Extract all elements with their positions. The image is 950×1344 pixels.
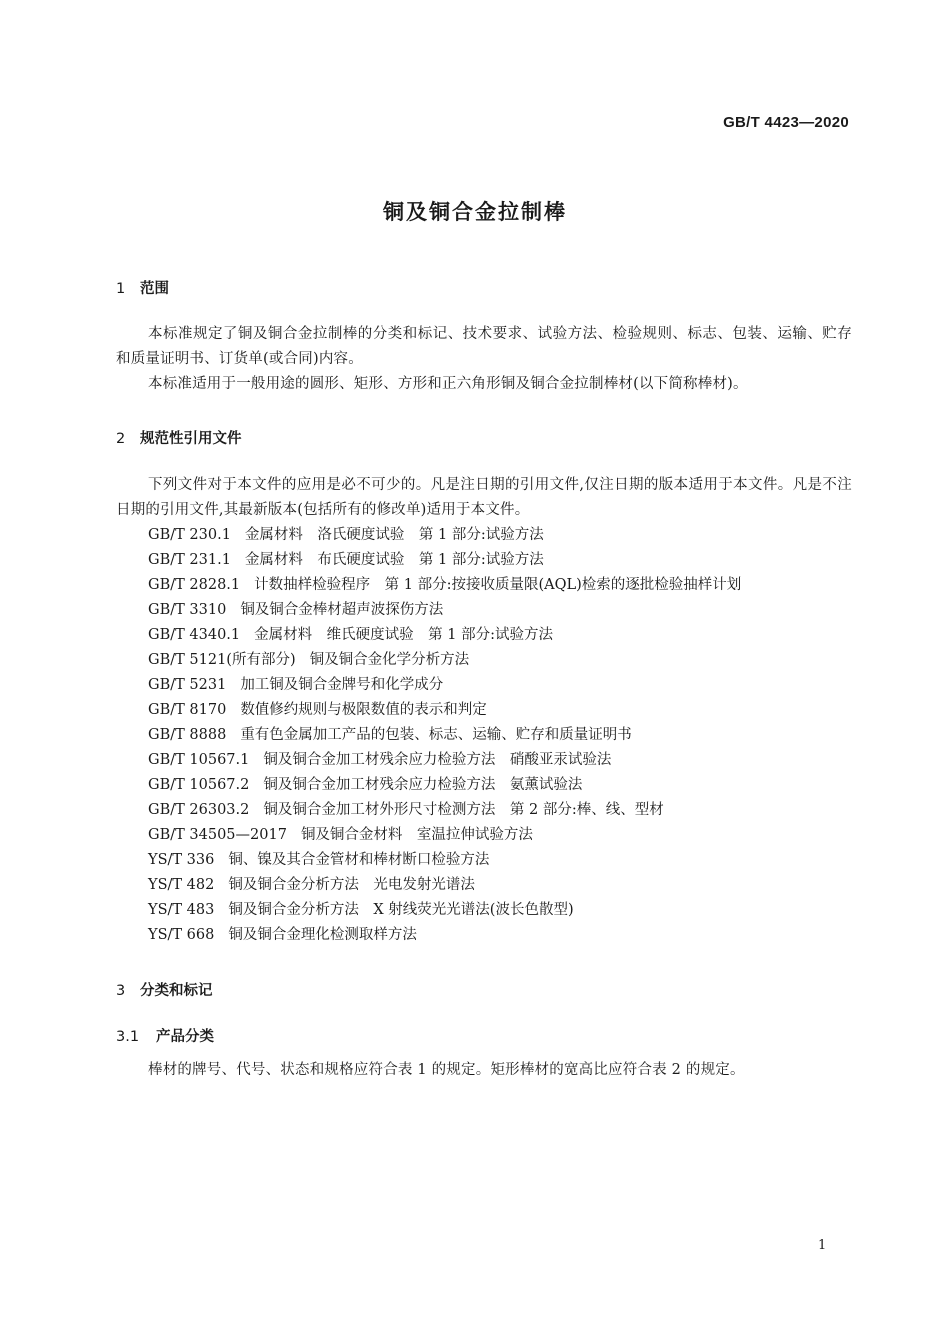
reference-item — [148, 798, 741, 823]
section-title: 规范性引用文件 — [140, 431, 242, 447]
section-2-intro: 下列文件对于本文件的应用是必不可少的。凡是注日期的引用文件,仅注日期的版本适用于本文件。凡是不注日期的引用文件,其最新版本(包括所有的修改单)适用于本文件。 — [116, 477, 852, 518]
section-1-paragraph-2: 本标准适用于一般用途的圆形、矩形、方形和正六角形铜及铜合金拉制棒材(以下简称棒材)。 — [148, 376, 748, 392]
reference-item — [148, 673, 741, 698]
reference-title: 金属材料 布氏硬度试验 第 1 部分:试验方法 — [244, 552, 544, 568]
subsection-title: 产品分类 — [156, 1029, 214, 1045]
reference-item — [148, 923, 741, 948]
reference-title: 铜及铜合金加工材外形尺寸检测方法 第 2 部分:棒、线、型材 — [263, 802, 664, 818]
section-number: 2 — [116, 431, 126, 447]
reference-title: 加工铜及铜合金牌号和化学成分 — [240, 677, 444, 693]
reference-title: 铜及铜合金化学分析方法 — [309, 652, 470, 668]
reference-code: GB/T 8170 — [148, 702, 227, 718]
section-1-heading — [116, 277, 169, 298]
reference-code: GB/T 3310 — [148, 602, 227, 618]
reference-code: GB/T 10567.2 — [148, 777, 250, 793]
reference-title: 数值修约规则与极限数值的表示和判定 — [240, 702, 487, 718]
subsection-number: 3.1 — [116, 1029, 140, 1045]
reference-code: GB/T 8888 — [148, 727, 227, 743]
reference-item — [148, 748, 741, 773]
page-number: 1 — [818, 1238, 827, 1253]
reference-title: 铜及铜合金加工材残余应力检验方法 硝酸亚汞试验法 — [263, 752, 612, 768]
reference-item — [148, 573, 741, 598]
reference-code: GB/T 10567.1 — [148, 752, 250, 768]
reference-code: YS/T 483 — [148, 902, 215, 918]
reference-code: GB/T 26303.2 — [148, 802, 250, 818]
reference-item — [148, 623, 741, 648]
reference-item — [148, 773, 741, 798]
reference-title: 金属材料 维氏硬度试验 第 1 部分:试验方法 — [254, 627, 553, 643]
reference-list — [148, 523, 741, 948]
reference-item — [148, 723, 741, 748]
reference-title: 重有色金属加工产品的包装、标志、运输、贮存和质量证明书 — [240, 727, 632, 743]
section-number: 3 — [116, 983, 126, 999]
section-title: 范围 — [140, 281, 169, 297]
section-number: 1 — [116, 281, 126, 297]
section-3-heading — [116, 979, 213, 1000]
reference-item — [148, 548, 741, 573]
reference-item — [148, 523, 741, 548]
reference-title: 铜及铜合金棒材超声波探伤方法 — [240, 602, 444, 618]
reference-title: 铜及铜合金材料 室温拉伸试验方法 — [300, 827, 533, 843]
reference-item — [148, 598, 741, 623]
section-title: 分类和标记 — [140, 983, 213, 999]
reference-item — [148, 648, 741, 673]
reference-item — [148, 898, 741, 923]
reference-code: GB/T 5231 — [148, 677, 227, 693]
reference-title: 铜及铜合金分析方法 X 射线荧光光谱法(波长色散型) — [228, 902, 574, 918]
reference-title: 计数抽样检验程序 第 1 部分:按接收质量限(AQL)检索的逐批检验抽样计划 — [254, 577, 742, 593]
reference-item — [148, 873, 741, 898]
reference-code: GB/T 34505—2017 — [148, 827, 287, 843]
standard-code: GB/T 4423—2020 — [723, 114, 849, 131]
section-3-1-heading — [116, 1025, 214, 1046]
reference-title: 铜及铜合金加工材残余应力检验方法 氨薰试验法 — [263, 777, 583, 793]
reference-code: YS/T 482 — [148, 877, 215, 893]
reference-title: 铜、镍及其合金管材和棒材断口检验方法 — [228, 852, 490, 868]
reference-item — [148, 698, 741, 723]
reference-title: 金属材料 洛氏硬度试验 第 1 部分:试验方法 — [244, 527, 544, 543]
reference-code: YS/T 336 — [148, 852, 215, 868]
reference-code: GB/T 5121(所有部分) — [148, 652, 296, 668]
reference-code: GB/T 4340.1 — [148, 627, 241, 643]
reference-code: GB/T 230.1 — [148, 527, 231, 543]
section-2-heading — [116, 427, 242, 448]
reference-code: GB/T 2828.1 — [148, 577, 241, 593]
section-3-1-paragraph: 棒材的牌号、代号、状态和规格应符合表 1 的规定。矩形棒材的宽高比应符合表 2 的规定。 — [148, 1062, 745, 1078]
section-1-paragraph-1: 本标准规定了铜及铜合金拉制棒的分类和标记、技术要求、试验方法、检验规则、标志、包装、运输、贮存和质量证明书、订货单(或合同)内容。 — [116, 326, 852, 367]
reference-item — [148, 848, 741, 873]
document-title: 铜及铜合金拉制棒 — [383, 200, 567, 224]
reference-code: GB/T 231.1 — [148, 552, 231, 568]
reference-code: YS/T 668 — [148, 927, 215, 943]
reference-item — [148, 823, 741, 848]
reference-title: 铜及铜合金理化检测取样方法 — [228, 927, 417, 943]
reference-title: 铜及铜合金分析方法 光电发射光谱法 — [228, 877, 475, 893]
